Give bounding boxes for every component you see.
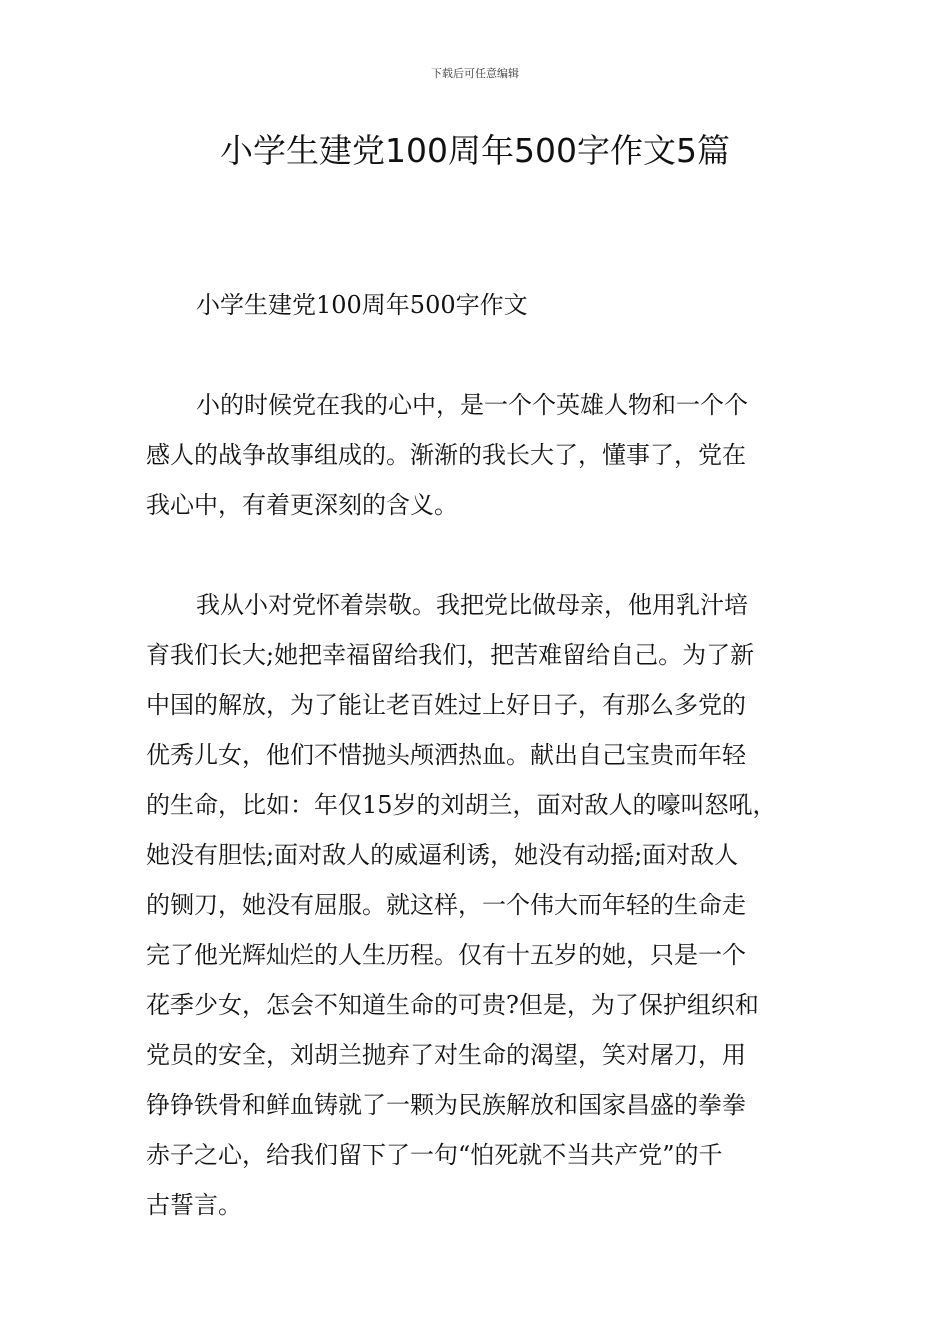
paragraph-line: 育我们长大;她把幸福留给我们，把苦难留给自己。为了新 xyxy=(146,641,755,669)
paragraph-2 xyxy=(146,580,826,1230)
paragraph-line: 我从小对党怀着崇敬。我把党比做母亲，他用乳汁培 xyxy=(196,591,748,619)
paragraph-line: 我心中，有着更深刻的含义。 xyxy=(146,491,458,519)
paragraph-line: 感人的战争故事组成的。渐渐的我长大了，懂事了，党在 xyxy=(146,441,746,469)
paragraph-line: 优秀儿女，他们不惜抛头颅洒热血。献出自己宝贵而年轻 xyxy=(146,741,746,769)
paragraph-line: 小的时候党在我的心中，是一个个英雄人物和一个个 xyxy=(196,391,748,419)
paragraph-line: 完了他光辉灿烂的人生历程。仅有十五岁的她，只是一个 xyxy=(146,941,746,969)
paragraph-line: 赤子之心，给我们留下了一句“怕死就不当共产党”的千 xyxy=(146,1141,723,1169)
paragraph-line: 她没有胆怯;面对敌人的威逼利诱，她没有动摇;面对敌人 xyxy=(146,841,739,869)
document-title: 小学生建党100周年500字作文5篇 xyxy=(220,131,730,170)
paragraph-line: 中国的解放，为了能让老百姓过上好日子，有那么多党的 xyxy=(146,691,746,719)
paragraph-line: 铮铮铁骨和鲜血铸就了一颗为民族解放和国家昌盛的拳拳 xyxy=(146,1091,746,1119)
paragraph-line: 党员的安全，刘胡兰抛弃了对生命的渴望，笑对屠刀，用 xyxy=(146,1041,746,1069)
paragraph-line: 古誓言。 xyxy=(146,1191,242,1219)
paragraph-line: 花季少女，怎会不知道生命的可贵?但是，为了保护组织和 xyxy=(146,991,759,1019)
section-subtitle: 小学生建党100周年500字作文 xyxy=(196,291,528,319)
paragraph-line: 的铡刀，她没有屈服。就这样，一个伟大而年轻的生命走 xyxy=(146,891,746,919)
header-note: 下载后可任意编辑 xyxy=(431,67,519,80)
document-body xyxy=(146,280,826,1280)
paragraph-1 xyxy=(146,380,826,530)
paragraph-line: 的生命，比如：年仅15岁的刘胡兰，面对敌人的嚎叫怒吼， xyxy=(146,791,777,819)
